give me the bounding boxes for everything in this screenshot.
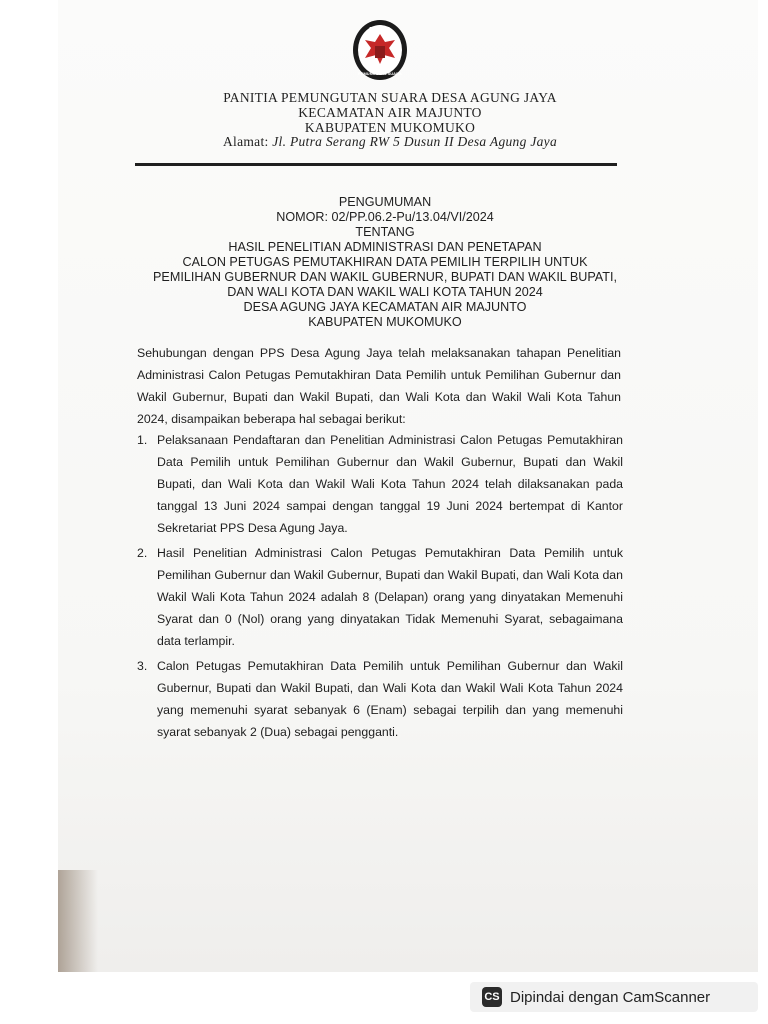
- subject-line-5: DESA AGUNG JAYA KECAMATAN AIR MAJUNTO: [243, 300, 527, 314]
- list-item-number: 1.: [137, 433, 148, 447]
- camscanner-label: Dipindai dengan CamScanner: [510, 988, 711, 1006]
- subject-line-1: HASIL PENELITIAN ADMINISTRASI DAN PENETAPAN: [228, 240, 542, 254]
- address-label: Alamat:: [222, 134, 269, 149]
- scan-shadow: [58, 870, 98, 972]
- intro-paragraph: Sehubungan dengan PPS Desa Agung Jaya telah melaksanakan tahapan Penelitian Administrasi Calon Petugas Pemutakhiran Data Pemilih untuk Pemilihan Gubernur dan Wakil Gubernur, Bupati dan Wakil Bupati, dan Wali Kota dan Wakil Wali Kota Tahun 2024, disampaikan beberapa hal sebagai berikut:: [137, 346, 621, 426]
- letterhead-line-1: PANITIA PEMUNGUTAN SUARA DESA AGUNG JAYA: [223, 90, 557, 105]
- logo-text-top: PANITIA: [369, 27, 391, 33]
- list-item-number: 2.: [137, 546, 148, 560]
- subject-line-4: DAN WALI KOTA DAN WAKIL WALI KOTA TAHUN 2024: [227, 285, 543, 299]
- announcement-number: NOMOR: 02/PP.06.2-Pu/13.04/VI/2024: [276, 210, 494, 224]
- kpu-logo-icon: [351, 18, 409, 82]
- subject-line-2: CALON PETUGAS PEMUTAKHIRAN DATA PEMILIH TERPILIH UNTUK: [182, 255, 588, 269]
- letterhead-line-2: KECAMATAN AIR MAJUNTO: [298, 105, 482, 120]
- announcement-about: TENTANG: [355, 225, 415, 239]
- list-item: [137, 429, 623, 539]
- camscanner-icon: CS: [482, 987, 502, 1007]
- subject-line-3: PEMILIHAN GUBERNUR DAN WAKIL GUBERNUR, BUPATI DAN WAKIL BUPATI,: [153, 270, 617, 284]
- letterhead-divider: [135, 163, 617, 166]
- logo-text-bottom: PEMUNGUTAN SUARA: [358, 71, 402, 76]
- address-text: Jl. Putra Serang RW 5 Dusun II Desa Agung Jaya: [272, 134, 558, 149]
- letterhead-address: [130, 134, 650, 150]
- list-item-text: Calon Petugas Pemutakhiran Data Pemilih untuk Pemilihan Gubernur dan Wakil Gubernur, Bupati dan Wakil Bupati, dan Wali Kota dan Wakil Wali Kota Tahun 2024 yang memenuhi syarat sebanyak 6 (Enam) sebagai terpilih dan yang memenuhi syarat sebanyak 2 (Dua) sebagai pengganti.: [157, 659, 623, 739]
- list-item: [137, 655, 623, 743]
- list-item-text: Pelaksanaan Pendaftaran dan Penelitian Administrasi Calon Petugas Pemutakhiran Data Pemilih untuk Pemilihan Gubernur dan Wakil Gubernur, Bupati dan Wakil Bupati, dan Wali Kota dan Wakil Wali Kota Tahun 2024 telah dilaksanakan pada tanggal 13 Juni 2024 sampai dengan tanggal 19 Juni 2024 bertempat di Kantor Sekretariat PPS Desa Agung Jaya.: [157, 433, 623, 535]
- list-item-text: Hasil Penelitian Administrasi Calon Petugas Pemutakhiran Data Pemilih untuk Pemilihan Gubernur dan Wakil Gubernur, Bupati dan Wakil Bupati, dan Wali Kota dan Wakil Wali Kota Tahun 2024 adalah 8 (Delapan) orang yang dinyatakan Memenuhi Syarat dan 0 (Nol) orang yang dinyatakan Tidak Memenuhi Syarat, sebagaimana data terlampir.: [157, 546, 623, 648]
- announcement-heading: PENGUMUMAN: [338, 195, 432, 209]
- letterhead-line-3: KABUPATEN MUKOMUKO: [304, 120, 476, 135]
- subject-line-6: KABUPATEN MUKOMUKO: [308, 315, 462, 329]
- point-list: [137, 429, 623, 746]
- list-item: [137, 542, 623, 652]
- camscanner-watermark: [470, 982, 758, 1012]
- list-item-number: 3.: [137, 659, 148, 673]
